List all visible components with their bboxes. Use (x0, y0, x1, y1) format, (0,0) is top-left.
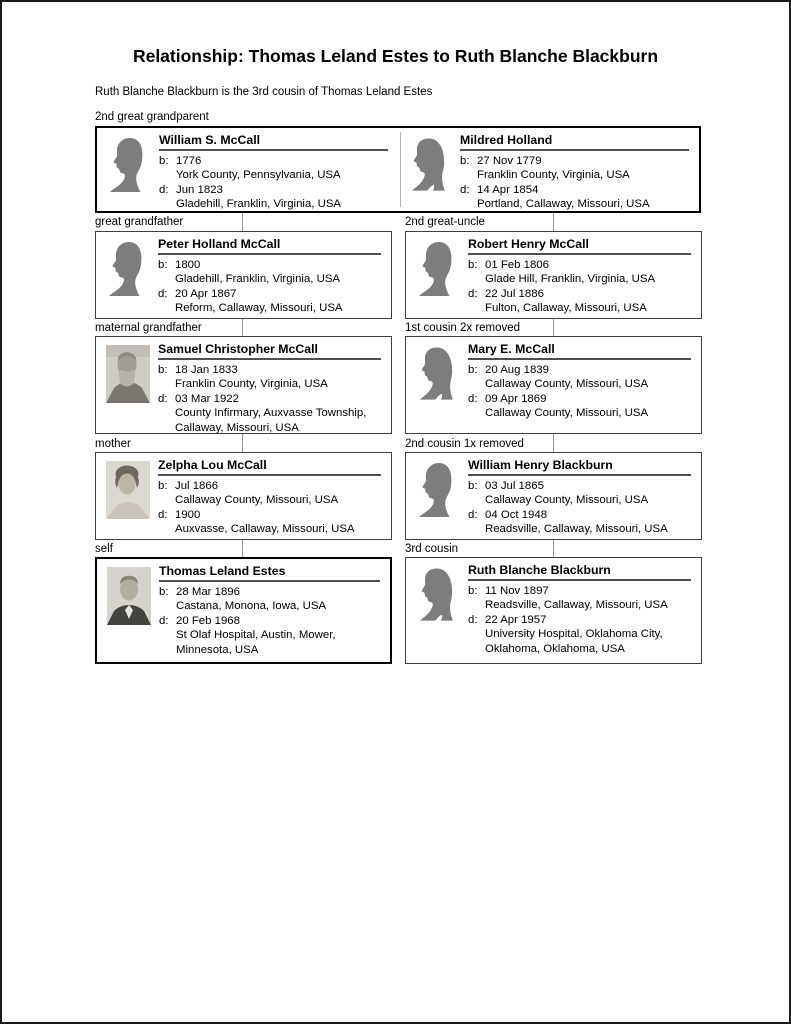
person-details (151, 128, 398, 212)
birth-place: Readsville, Callaway, Missouri, USA (485, 599, 668, 612)
birth-label: b: (158, 364, 168, 376)
death-record (159, 614, 380, 657)
person-details (460, 453, 701, 537)
birth-record (159, 154, 388, 183)
birth-label: b: (158, 480, 168, 492)
death-place: Auxvasse, Callaway, Missouri, USA (175, 523, 355, 536)
person-name: William Henry Blackburn (468, 458, 691, 476)
generation-label-2nd-great-uncle: 2nd great-uncle (405, 216, 485, 228)
person-details (151, 559, 390, 657)
birth-label: b: (158, 259, 168, 271)
death-date: 22 Apr 1957 (485, 613, 547, 626)
person-name: William S. McCall (159, 133, 388, 151)
death-label: d: (468, 392, 478, 405)
birth-record (468, 584, 691, 613)
person-card-william-henry-blackburn (405, 452, 702, 540)
photo-portrait-woman (106, 461, 150, 519)
birth-date: 18 Jan 1833 (175, 364, 238, 376)
death-place: Portland, Callaway, Missouri, USA (477, 198, 650, 211)
person-name: Robert Henry McCall (468, 237, 691, 255)
person-card-william-s-mccall (97, 128, 398, 211)
connector-line (553, 540, 554, 557)
person-card-zelpha-lou-mccall (95, 452, 392, 540)
male-silhouette-icon (106, 240, 150, 298)
death-date: Jun 1823 (176, 183, 223, 196)
death-label: d: (158, 508, 168, 521)
birth-date: 20 Aug 1839 (485, 364, 549, 376)
birth-record (468, 479, 691, 508)
birth-date: 28 Mar 1896 (176, 586, 240, 598)
connector-line (553, 213, 554, 231)
birth-record (460, 154, 689, 183)
birth-date: 03 Jul 1865 (485, 480, 544, 492)
death-place: St Olaf Hospital, Austin, Mower, Minnesota, USA (176, 629, 336, 656)
death-label: d: (468, 508, 478, 521)
generation-label-great-grandfather: great grandfather (95, 216, 184, 228)
person-name: Samuel Christopher McCall (158, 342, 381, 360)
male-silhouette-icon (107, 136, 151, 194)
birth-label: b: (460, 155, 470, 167)
birth-place: Glade Hill, Franklin, Virginia, USA (485, 273, 656, 286)
person-card-samuel-christopher-mccall (95, 336, 392, 434)
death-record (468, 287, 691, 316)
connector-line (553, 434, 554, 452)
connector-line (553, 319, 554, 336)
death-label: d: (468, 287, 478, 300)
person-name: Thomas Leland Estes (159, 564, 380, 582)
birth-date: 1776 (176, 155, 202, 167)
death-record (158, 392, 381, 435)
death-label: d: (158, 392, 168, 405)
birth-place: Callaway County, Missouri, USA (175, 494, 339, 507)
death-date: 20 Feb 1968 (176, 614, 240, 627)
birth-place: Franklin County, Virginia, USA (477, 169, 630, 182)
birth-place: Gladehill, Franklin, Virginia, USA (175, 273, 341, 286)
birth-label: b: (468, 480, 478, 492)
person-card-mildred-holland (398, 128, 699, 211)
death-record (468, 508, 691, 537)
generation-label-self: self (95, 543, 113, 555)
generation-label-2nd-great-grandparent: 2nd great grandparent (95, 111, 209, 123)
person-name: Ruth Blanche Blackburn (468, 563, 691, 581)
death-label: d: (158, 287, 168, 300)
person-details (460, 558, 701, 656)
male-silhouette-icon (416, 461, 460, 519)
birth-record (158, 363, 381, 392)
female-silhouette-icon (416, 345, 460, 403)
death-label: d: (159, 614, 169, 627)
death-record (159, 183, 388, 212)
death-place: Readsville, Callaway, Missouri, USA (485, 523, 668, 536)
photo-portrait-man-in-suit (107, 567, 151, 625)
death-place: Gladehill, Franklin, Virginia, USA (176, 198, 342, 211)
relationship-summary: Ruth Blanche Blackburn is the 3rd cousin of Thomas Leland Estes (95, 86, 433, 98)
death-date: 04 Oct 1948 (485, 508, 548, 521)
person-details (452, 128, 699, 212)
photo-portrait-bearded-man (106, 345, 150, 403)
death-date: 20 Apr 1867 (175, 287, 237, 300)
birth-label: b: (468, 585, 478, 597)
generation-label-3rd-cousin: 3rd cousin (405, 543, 459, 555)
person-card-robert-henry-mccall (405, 231, 702, 319)
female-silhouette-icon (408, 136, 452, 194)
birth-date: 01 Feb 1806 (485, 259, 549, 271)
death-record (158, 287, 381, 316)
birth-record (468, 363, 691, 392)
connector-line (242, 434, 243, 452)
person-details (150, 453, 391, 537)
birth-place: Callaway County, Missouri, USA (485, 378, 649, 391)
death-date: 03 Mar 1922 (175, 392, 239, 405)
person-card-mary-e-mccall (405, 336, 702, 434)
death-label: d: (468, 613, 478, 626)
generation-label-maternal-grandfather: maternal grandfather (95, 322, 202, 334)
birth-label: b: (159, 155, 169, 167)
birth-record (158, 258, 381, 287)
person-name: Peter Holland McCall (158, 237, 381, 255)
death-record (158, 508, 381, 537)
person-details (150, 337, 391, 435)
birth-date: 27 Nov 1779 (477, 155, 542, 167)
person-details (460, 337, 701, 421)
person-card-couple (95, 126, 701, 213)
birth-label: b: (159, 586, 169, 598)
death-place: University Hospital, Oklahoma City, Oklahoma, Oklahoma, USA (485, 628, 663, 655)
birth-place: York County, Pennsylvania, USA (176, 169, 341, 182)
person-name: Mildred Holland (460, 133, 689, 151)
death-place: Reform, Callaway, Missouri, USA (175, 302, 343, 315)
birth-date: 11 Nov 1897 (485, 585, 549, 597)
person-details (150, 232, 391, 316)
death-label: d: (460, 183, 470, 196)
birth-place: Callaway County, Missouri, USA (485, 494, 649, 507)
birth-date: Jul 1866 (175, 480, 219, 492)
death-record (468, 392, 691, 421)
death-date: 14 Apr 1854 (477, 183, 539, 196)
death-label: d: (159, 183, 169, 196)
connector-line (242, 319, 243, 336)
male-silhouette-icon (416, 240, 460, 298)
person-details (460, 232, 701, 316)
birth-date: 1800 (175, 259, 201, 271)
connector-line (242, 213, 243, 231)
page-title: Relationship: Thomas Leland Estes to Ruth Blanche Blackburn (132, 46, 659, 66)
death-place: Callaway County, Missouri, USA (485, 407, 649, 420)
birth-place: Franklin County, Virginia, USA (175, 378, 328, 391)
birth-record (468, 258, 691, 287)
generation-label-mother: mother (95, 438, 131, 450)
death-record (460, 183, 689, 212)
birth-record (159, 585, 380, 614)
death-date: 1900 (175, 508, 201, 521)
birth-record (158, 479, 381, 508)
female-silhouette-icon (416, 566, 460, 624)
person-card-peter-holland-mccall (95, 231, 392, 319)
death-place: Fulton, Callaway, Missouri, USA (485, 302, 647, 315)
person-card-thomas-leland-estes (95, 557, 392, 664)
person-name: Mary E. McCall (468, 342, 691, 360)
death-date: 22 Jul 1886 (485, 287, 544, 300)
death-record (468, 613, 691, 656)
generation-label-1st-cousin-2x-removed: 1st cousin 2x removed (405, 322, 521, 334)
birth-place: Castana, Monona, Iowa, USA (176, 600, 327, 613)
person-card-ruth-blanche-blackburn (405, 557, 702, 664)
generation-label-2nd-cousin-1x-removed: 2nd cousin 1x removed (405, 438, 524, 450)
death-date: 09 Apr 1869 (485, 392, 547, 405)
birth-label: b: (468, 259, 478, 271)
connector-line (242, 540, 243, 557)
person-name: Zelpha Lou McCall (158, 458, 381, 476)
birth-label: b: (468, 364, 478, 376)
death-place: County Infirmary, Auxvasse Township, Callaway, Missouri, USA (175, 407, 367, 434)
